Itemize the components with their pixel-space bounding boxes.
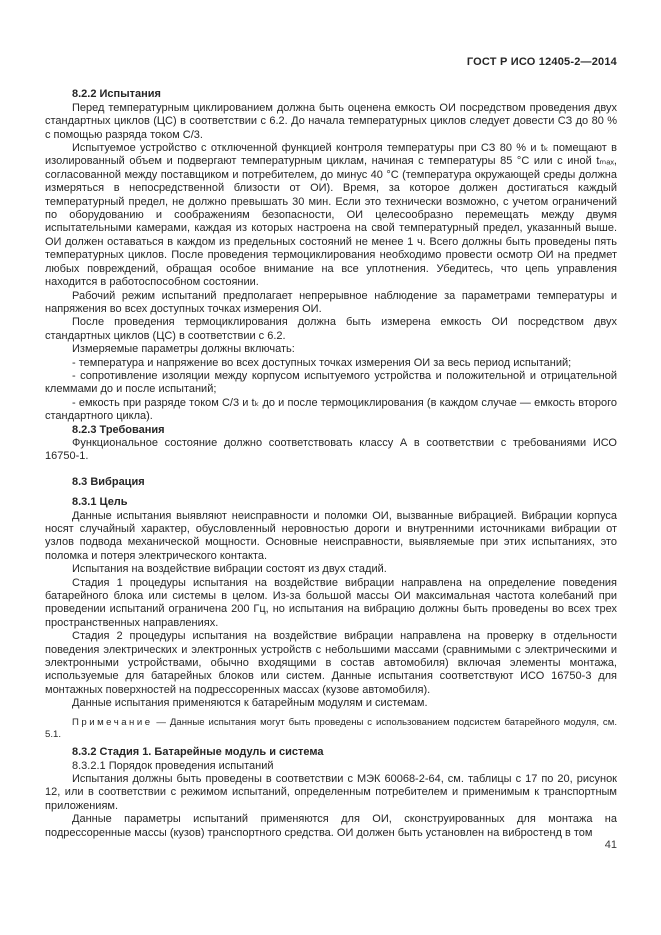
page-number: 41 — [604, 839, 617, 851]
subsection-heading: 8.2.2 Испытания — [72, 88, 161, 101]
paragraph: Перед температурным циклированием должна быть оценена емкость ОИ посредством проведения двух стандартных циклов (ЦС) в соответствии с 6.2. До начала температурных циклов следует довести СЗ до 80 % с помощью разряда током С/3. — [45, 101, 617, 141]
paragraph: Измеряемые параметры должны включать: — [72, 343, 295, 356]
paragraph: После проведения термоциклирования должна быть измерена емкость ОИ посредством двух стандартных циклов (ЦС) в соответствии с 6.2. — [45, 316, 617, 342]
paragraph: Испытуемое устройство с отключенной функцией контроля температуры при СЗ 80 % и tₖ помещают в изолированный объем и подвергают температурным циклам, начиная с температуры 85 °С или с иной tₘₐₓ, согласованной между поставщиком и потребителем, до минус 40 °С (температура окружающей среды должна измеряться в непосредственной близости от ОИ). Время, за которое должен достигаться каждый температурный предел, не должно превышать 30 мин. Если это технически возможно, с учетом ограничений по оборудованию и соображениям безопасности, ОИ целесообразно перемещать между двумя испытательными камерами, каждая из которых настроена на свой температурный предел, указанный выше. ОИ должен оставаться в каждом из предельных состояний не менее 1 ч. Всего должны быть проведены пять температурных циклов. После проведения термоциклирования необходимо провести осмотр ОИ на предмет любых повреждений, обращая особое внимание на все уплотнения. Убедитесь, что цепь управления находится в работоспособном состоянии. — [45, 142, 617, 289]
paragraph: Функциональное состояние должно соответствовать классу А в соответствии с требованиями ИСО 16750-1. — [45, 436, 617, 463]
note-text: — Данные испытания могут быть проведены с использованием подсистем батарейного модуля, см. 5.1. — [45, 716, 617, 740]
subsection-heading: 8.3.2 Стадия 1. Батарейные модуль и система — [72, 746, 324, 759]
note — [45, 717, 617, 741]
paragraph: Данные испытания применяются к батарейным модулям и системам. — [72, 697, 428, 710]
paragraph: 8.3.2.1 Порядок проведения испытаний — [72, 759, 274, 772]
standard-code-header: ГОСТ Р ИСО 12405-2—2014 — [466, 56, 617, 68]
paragraph: Испытания на воздействие вибрации состоят из двух стадий. — [72, 563, 387, 576]
section-heading: 8.3 Вибрация — [72, 475, 145, 488]
document-body — [45, 88, 617, 840]
paragraph: Данные испытания выявляют неисправности и поломки ОИ, вызванные вибрацией. Вибрации корпуса носят случайный характер, обусловленный неровностью дороги и внутренними источниками вибрации от узлов подвода механической мощности. Основные неисправности, выявляемые при этих испытаниях, это поломка и потеря электрического контакта. — [45, 509, 617, 562]
subsection-heading: 8.2.3 Требования — [72, 423, 165, 436]
paragraph: - температура и напряжение во всех доступных точках измерения ОИ за весь период испытаний; — [72, 356, 572, 369]
paragraph: Данные параметры испытаний применяются для ОИ, сконструированных для монтажа на подрессоренные массы (кузов) транспортного средства. ОИ должен быть установлен на вибростенд в том — [45, 813, 617, 839]
paragraph: Рабочий режим испытаний предполагает непрерывное наблюдение за параметрами температуры и напряжения во всех доступных точках измерения ОИ. — [45, 289, 617, 315]
paragraph: - емкость при разряде током С/3 и tₖ до и после термоциклирования (в каждом случае — емкость второго стандартного цикла). — [45, 396, 617, 423]
paragraph: Испытания должны быть проведены в соответствии с МЭК 60068-2-64, см. таблицы с 17 по 20, рисунок 12, или в соответствии с режимом испытаний, определенным потребителем и применимым к транспортным приложениям. — [45, 772, 617, 812]
subsection-heading: 8.3.1 Цель — [72, 496, 128, 509]
paragraph: Стадия 1 процедуры испытания на воздействие вибрации направлена на определение поведения батарейного блока или системы в целом. Из-за большой массы ОИ максимальная частота колебаний при проведении испытаний ограничена 200 Гц, но испытания на вибрацию должны быть проведены во всех трех пространственных направлениях. — [45, 576, 617, 629]
paragraph: - сопротивление изоляции между корпусом испытуемого устройства и положительной и отрицательной клеммами до и после испытаний; — [45, 369, 617, 396]
note-label: Примечание — [72, 716, 153, 728]
paragraph: Стадия 2 процедуры испытания на воздействие вибрации направлена на проверку в отдельности поведения электрических и электронных устройств с небольшими массами (сравнимыми с электрическими и электронными устройствами, обычно входящими в состав автомобиля) включая элементы монтажа, используемые для батарейных блоков или систем. Данные испытания соответствуют ИСО 16750-3 для монтажных поверхностей на подрессоренных массах (кузове автомобиля). — [45, 630, 617, 696]
